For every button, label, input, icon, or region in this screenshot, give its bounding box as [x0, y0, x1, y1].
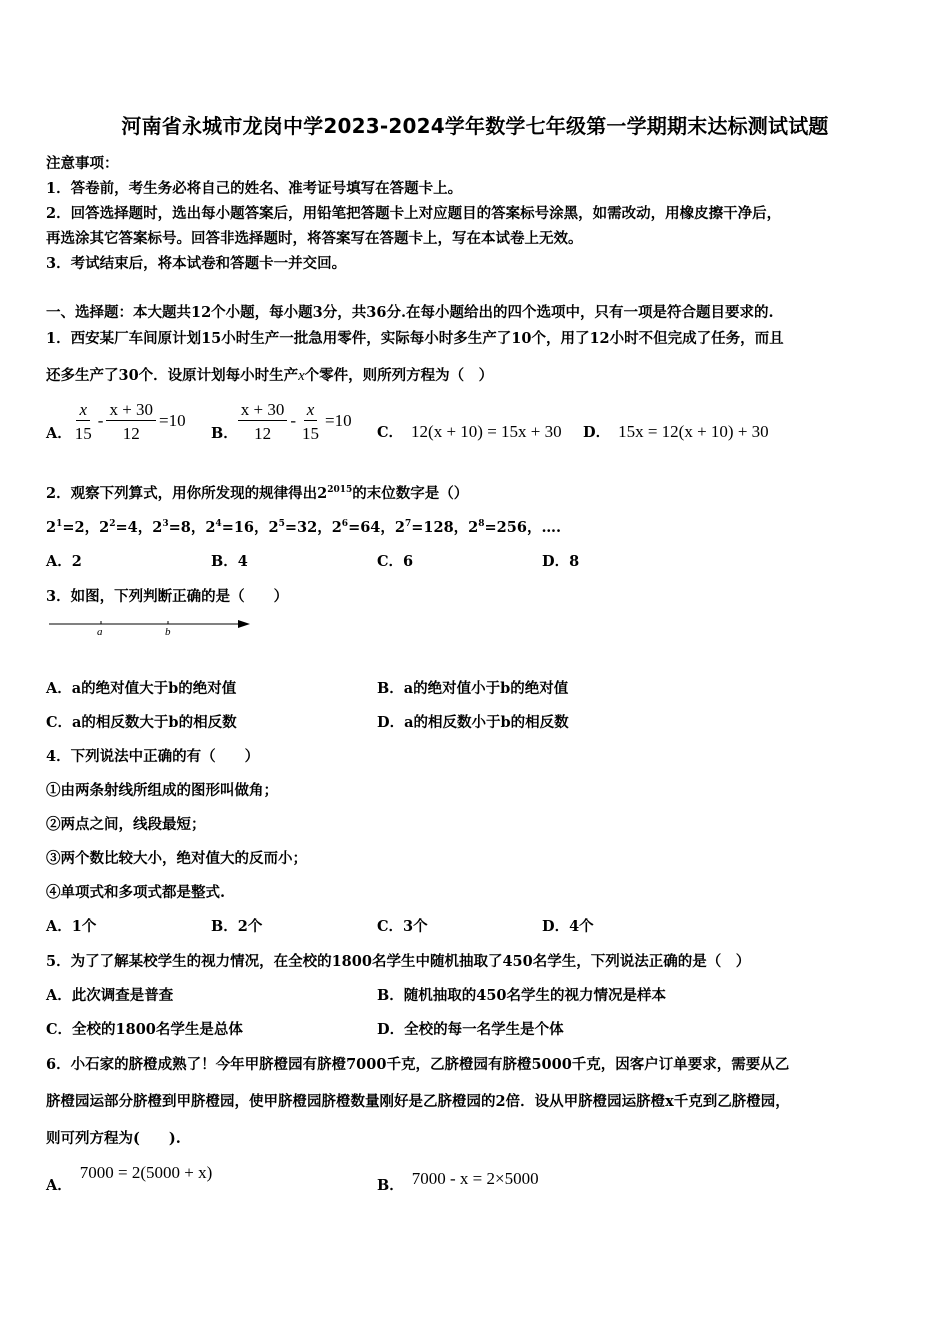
q3-stem: 3．如图，下列判断正确的是（ ） [46, 588, 289, 605]
q2-option-d[interactable]: D．8 [542, 553, 580, 570]
q4-option-b[interactable]: B．2个 [211, 918, 263, 935]
fraction: $\frac{x}{15}$ [302, 399, 320, 443]
q4-option-c[interactable]: C．3个 [377, 918, 428, 935]
q5-option-c[interactable]: C．全校的1800名学生是总体 [46, 1021, 243, 1038]
q4-option-d[interactable]: D．4个 [542, 918, 594, 935]
q3-option-a[interactable]: A．a的绝对值大于b的绝对值 [46, 680, 237, 697]
section-heading: 一、选择题：本大题共12个小题，每小题3分，共36分.在每小题给出的四个选项中，只有一项是符合题目要求的. [46, 304, 774, 321]
notice-item: 2．回答选择题时，选出每小题答案后，用铅笔把答题卡上对应题目的答案标号涂黑，如需改动，用橡皮擦干净后， [46, 205, 782, 222]
q6-stem-line2: 脐橙园运部分脐橙到甲脐橙园，使甲脐橙园脐橙数量刚好是乙脐橙园的2倍．设从甲脐橙园运脐橙x千克到乙脐橙园， [46, 1093, 790, 1110]
point-b-label: b [165, 626, 171, 638]
q3-option-b[interactable]: B．a的绝对值小于b的绝对值 [377, 680, 569, 697]
q3-option-d[interactable]: D．a的相反数小于b的相反数 [377, 714, 569, 731]
q3-option-c[interactable]: C．a的相反数大于b的相反数 [46, 714, 237, 731]
q4-stem: 4．下列说法中正确的有（ ） [46, 748, 260, 765]
notice-item: 再选涂其它答案标号。回答非选择题时，将答案写在答题卡上，写在本试卷上无效。 [46, 230, 583, 247]
q1-stem-line2: 还多生产了30个．设原计划每小时生产x个零件，则所列方程为（ ） [46, 367, 494, 384]
fraction: $\frac{x + 30}{12}$ [106, 401, 156, 442]
q2-option-b[interactable]: B．4 [211, 553, 248, 570]
q1-stem-line1: 1．西安某厂车间原计划15小时生产一批急用零件，实际每小时多生产了10个，用了12小时不但完成了任务，而且 [46, 330, 784, 347]
q4-statement: ①由两条射线所组成的图形叫做角； [46, 782, 278, 799]
arrow-head-icon [238, 620, 250, 628]
q4-statement: ②两点之间，线段最短； [46, 816, 206, 833]
q2-sequence: $2^1=2$，$2^2=4$，$2^3=8$，$2^4=16$，$2^5=32$，$2^6=64$，$2^7=128$，$2^8=256$，…. [46, 519, 561, 536]
q4-option-a[interactable]: A．1个 [46, 918, 97, 935]
fraction: $\frac{x}{15}$ [74, 399, 92, 443]
q5-stem: 5．为了了解某校学生的视力情况，在全校的1800名学生中随机抽取了450名学生，下列说法正确的是（ ） [46, 953, 751, 970]
q2-option-a[interactable]: A．2 [46, 553, 82, 570]
notice-item: 3．考试结束后，将本试卷和答题卡一并交回。 [46, 255, 347, 272]
notice-item: 1．答卷前，考生务必将自己的姓名、准考证号填写在答题卡上。 [46, 180, 463, 197]
q1-option-c[interactable]: C． 12(x + 10) = 15x + 30 [377, 422, 562, 441]
q1-option-a[interactable]: A． $\frac{x}{15}$ - $\frac{x + 30}{12}$ =10 [46, 399, 186, 443]
q2-stem: 2．观察下列算式，用你所发现的规律得出$2^{2015}$的末位数字是（） [46, 485, 469, 502]
q1-option-b[interactable]: B． $\frac{x + 30}{12}$ - $\frac{x}{15}$ =10 [211, 399, 352, 443]
q4-statement: ④单项式和多项式都是整式. [46, 884, 226, 901]
q5-option-d[interactable]: D．全校的每一名学生是个体 [377, 1021, 564, 1038]
q1-variable: x [298, 368, 305, 384]
q6-stem-line3: 则可列方程为( ). [46, 1130, 181, 1147]
fraction: $\frac{x + 30}{12}$ [238, 401, 288, 442]
q1-option-d[interactable]: D． 15x = 12(x + 10) + 30 [583, 422, 769, 441]
page-title: 河南省永城市龙岗中学2023-2024学年数学七年级第一学期期末达标测试试题 [121, 114, 829, 138]
point-a-label: a [97, 626, 103, 638]
number-line-figure [46, 612, 256, 642]
q2-option-c[interactable]: C．6 [377, 553, 414, 570]
q5-option-b[interactable]: B．随机抽取的450名学生的视力情况是样本 [377, 987, 667, 1004]
notice-heading: 注意事项： [46, 155, 119, 172]
q6-option-a[interactable]: A．7000 = 2(5000 + x) [46, 1163, 213, 1194]
q6-option-b[interactable]: B． 7000 - x = 2×5000 [377, 1169, 539, 1194]
q4-statement: ③两个数比较大小，绝对值大的反而小； [46, 850, 307, 867]
q6-stem-line1: 6．小石家的脐橙成熟了！今年甲脐橙园有脐橙7000千克，乙脐橙园有脐橙5000千克，因客户订单要求，需要从乙 [46, 1056, 790, 1073]
q5-option-a[interactable]: A．此次调查是普查 [46, 987, 174, 1004]
